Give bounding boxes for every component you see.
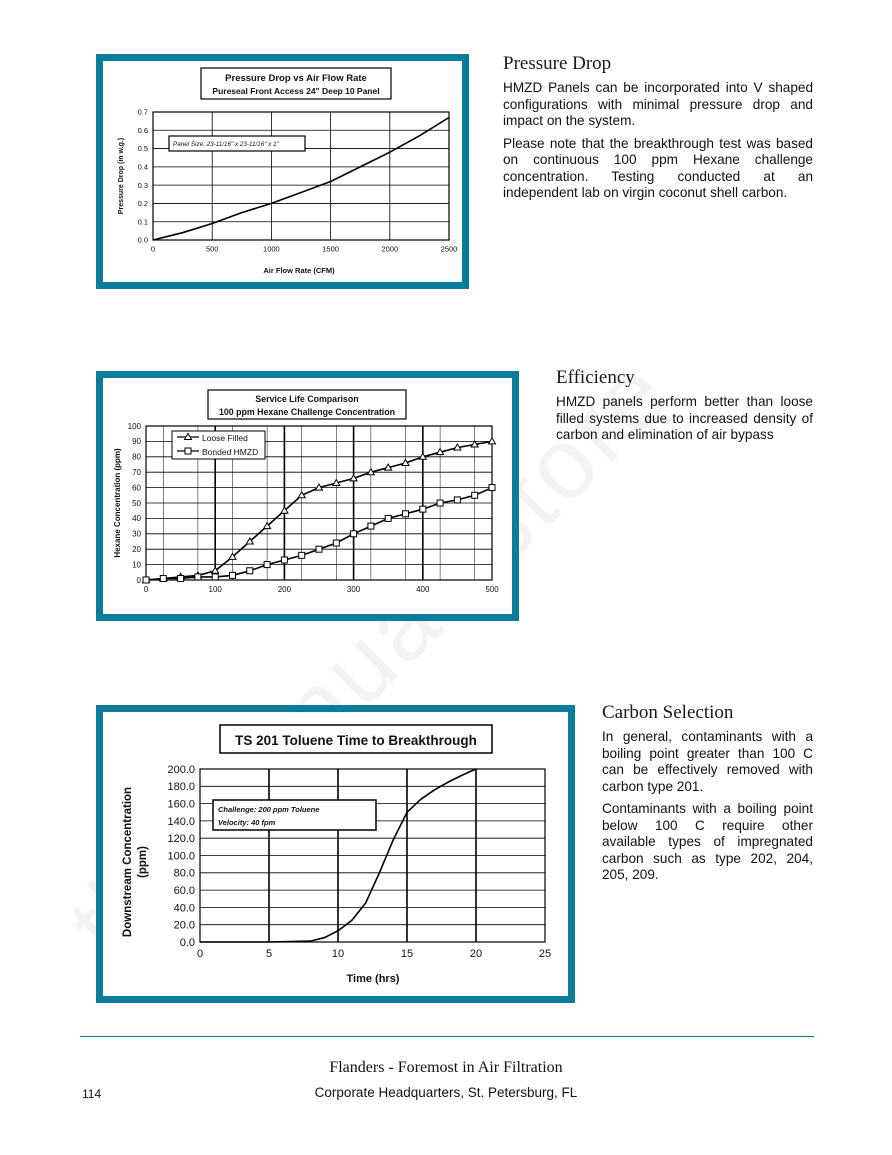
paragraph: HMZD Panels can be incorporated into V shaped configurations with minimal pressure drop and impact on the system. (503, 80, 813, 128)
y-tick-label: 0.5 (137, 144, 148, 154)
x-tick-label: 100 (208, 585, 222, 594)
y-axis-label: Hexane Concentration (ppm) (113, 448, 122, 558)
x-tick-label: 15 (400, 948, 414, 960)
heading-pressure-drop: Pressure Drop (503, 53, 612, 74)
y-tick-label: 80 (132, 452, 141, 462)
y-tick-label: 10 (132, 560, 141, 570)
point-square (333, 540, 339, 546)
y-tick-label: 40.0 (173, 902, 195, 915)
chart-service-life-frame (96, 371, 519, 621)
footer-rule (80, 1036, 814, 1037)
y-tick-label: 100 (127, 421, 141, 431)
paragraph: In general, contaminants with a boiling point greater than 100 C can be effectively removed with carbon type 201. (602, 729, 813, 794)
y-tick-label: 40 (132, 514, 141, 524)
x-tick-label: 0 (143, 585, 149, 594)
section-carbon-selection (602, 702, 813, 890)
chart-title: Service Life Comparison (255, 394, 359, 404)
footer-title: Flanders - Foremost in Air Filtration (329, 1059, 563, 1076)
legend-label: Loose Filled (202, 433, 248, 443)
y-tick-label: 0 (136, 575, 141, 585)
y-tick-label: 180.0 (167, 781, 195, 794)
x-tick-label: 1500 (322, 244, 339, 254)
y-tick-label: 60.0 (173, 884, 195, 897)
footer-subtitle: Corporate Headquarters, St. Petersburg, FL (314, 1085, 578, 1100)
x-tick-label: 10 (331, 948, 345, 960)
paragraph: HMZD panels perform better than loose filled systems due to increased density of carbon and elimination of air bypass (556, 394, 813, 442)
y-tick-label: 90 (132, 437, 141, 447)
y-axis-label: (ppm) (137, 846, 149, 878)
chart-pressure-drop-frame (96, 54, 469, 289)
point-square (195, 574, 201, 580)
point-square (178, 575, 184, 581)
y-tick-label: 200.0 (167, 763, 195, 776)
legend-label: Bonded HMZD (202, 447, 259, 457)
y-tick-label: 0.4 (137, 162, 148, 172)
y-tick-label: 70 (132, 468, 141, 477)
y-axis-label: Pressure Drop (in w.g.) (118, 137, 125, 215)
annotation: Velocity: 40 fpm (218, 818, 276, 827)
legend-square-marker (185, 448, 191, 454)
point-square (420, 506, 426, 512)
chart-pressure-drop (103, 61, 462, 282)
x-axis-label: Time (hrs) (346, 973, 400, 985)
y-tick-label: 0.3 (137, 180, 148, 190)
point-square (230, 572, 236, 578)
y-tick-label: 0.2 (137, 199, 148, 209)
heading-efficiency: Efficiency (556, 367, 635, 388)
y-tick-label: 20 (132, 545, 141, 554)
point-square (160, 575, 166, 581)
point-square (299, 552, 305, 558)
point-square (264, 562, 270, 568)
y-tick-label: 160.0 (167, 798, 195, 811)
point-square (489, 485, 495, 491)
page-number: 114 (82, 1087, 102, 1101)
y-tick-label: 0.7 (137, 107, 148, 117)
section-efficiency (556, 367, 813, 450)
y-tick-label: 0.6 (137, 125, 148, 135)
paragraph: Contaminants with a boiling point below 100 C require other available types of impregnated carbon such as type 202, 204, 205, 209. (602, 801, 813, 882)
y-tick-label: 120.0 (167, 833, 195, 846)
annotation: Panel Size: 23-11/16" x 23-11/16" x 1" (173, 141, 279, 148)
section-pressure-drop (503, 53, 813, 208)
heading-carbon-selection: Carbon Selection (602, 702, 734, 723)
point-square (385, 515, 391, 521)
point-square (403, 511, 409, 517)
paragraph: Please note that the breakthrough test was based on continuous 100 ppm Hexane challenge concentration. Testing conducted at an independent lab on virgin coconut shell carbon. (503, 135, 813, 200)
point-square (368, 523, 374, 529)
y-tick-label: 20.0 (173, 919, 195, 932)
annotation: Challenge: 200 ppm Toluene (218, 805, 320, 814)
chart-subtitle: Pureseal Front Access 24" Deep 10 Panel (212, 86, 380, 96)
point-square (351, 531, 357, 537)
x-tick-label: 300 (346, 585, 361, 594)
chart-service-life (103, 378, 512, 614)
x-tick-label: 5 (265, 948, 273, 960)
y-axis-label: Downstream Concentration (122, 786, 134, 938)
point-square (212, 574, 218, 580)
point-square (454, 497, 460, 503)
x-tick-label: 500 (205, 244, 219, 254)
point-square (472, 492, 478, 498)
point-square (316, 546, 322, 552)
point-square (281, 557, 287, 563)
y-tick-label: 50 (132, 498, 141, 508)
y-tick-label: 0.1 (137, 217, 148, 227)
x-tick-label: 0 (150, 244, 156, 254)
point-square (247, 568, 253, 574)
x-tick-label: 2500 (440, 244, 458, 254)
x-tick-label: 0 (196, 948, 204, 960)
y-tick-label: 0.0 (137, 235, 148, 245)
point-square (437, 500, 443, 506)
chart-toluene-frame (96, 705, 575, 1003)
x-tick-label: 2000 (381, 244, 399, 254)
x-tick-label: 400 (416, 585, 430, 594)
x-axis-label: Air Flow Rate (CFM) (263, 266, 335, 275)
chart-toluene-breakthrough (103, 712, 568, 996)
y-tick-label: 30 (132, 529, 141, 539)
y-tick-label: 100.0 (167, 850, 195, 863)
plot-area (153, 112, 449, 240)
x-tick-label: 1000 (263, 244, 280, 254)
x-tick-label: 200 (277, 585, 292, 594)
point-square (143, 577, 149, 583)
x-tick-label: 500 (485, 585, 499, 594)
chart-title: Pressure Drop vs Air Flow Rate (225, 73, 367, 84)
x-tick-label: 20 (469, 948, 483, 960)
y-tick-label: 0.0 (179, 936, 195, 949)
y-tick-label: 60 (132, 483, 141, 493)
y-tick-label: 80.0 (173, 867, 195, 880)
y-tick-label: 140.0 (167, 815, 195, 828)
chart-subtitle: 100 ppm Hexane Challenge Concentration (219, 407, 395, 417)
x-tick-label: 25 (538, 948, 552, 960)
chart-title: TS 201 Toluene Time to Breakthrough (235, 733, 477, 748)
